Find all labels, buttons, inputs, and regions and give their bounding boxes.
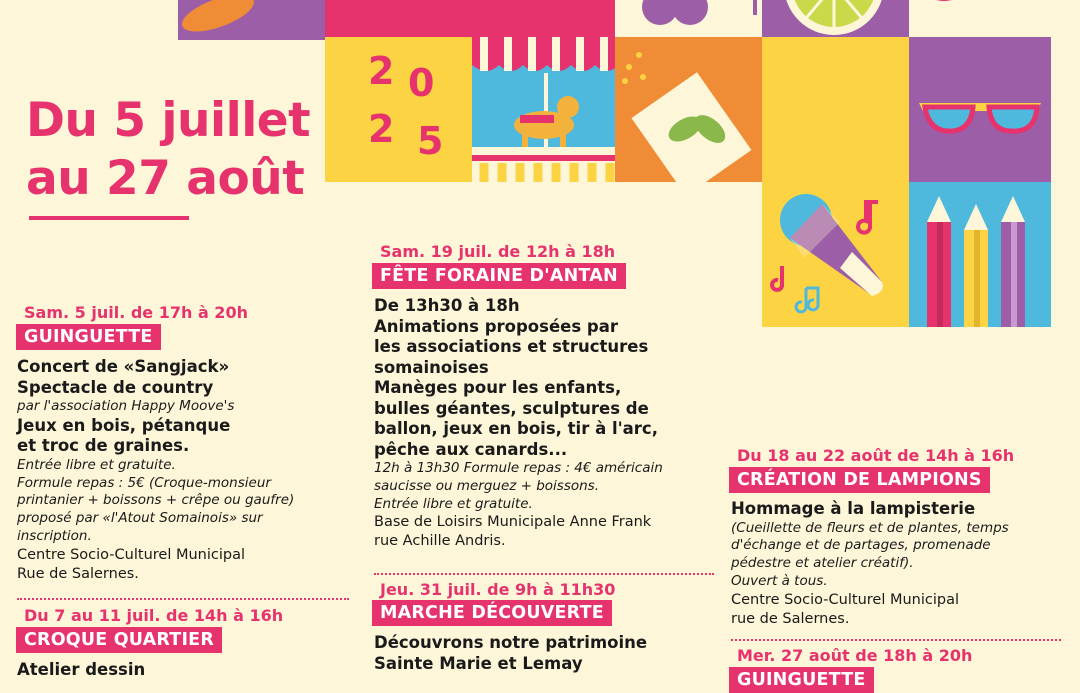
event-line: les associations et structures [374,337,649,356]
microphone-icon [762,182,909,327]
pencils-icon [909,182,1051,327]
tile-carousel [472,37,619,182]
event-date: Sam. 5 juil. de 17h à 20h [16,303,256,323]
event-line: Sainte Marie et Lemay [374,653,583,673]
tile-lemon-bg [762,37,909,182]
event-line: Concert de «Sangjack» [17,357,230,376]
event-date: Jeu. 31 juil. de 9h à 11h30 [372,580,623,600]
event-line: 12h à 13h30 Formule repas : 4€ américain [374,460,663,476]
event-line: rue de Salernes. [731,610,850,627]
year-digit: 2 [368,49,395,93]
year-digit: 5 [417,119,444,163]
event-line: par l'association Happy Moove's [17,398,235,414]
dotted-divider [17,598,349,600]
event-line: saucisse ou merguez + boissons. [374,477,600,494]
berries-icon [615,0,762,40]
sunglasses-icon [909,37,1051,182]
event-line: ballon, jeux en bois, tir à l'arc, [374,419,658,438]
event-line: rue Achille Andris. [374,533,506,550]
event-title: GUINGUETTE [16,324,161,350]
event-line: Manèges pour les enfants, [374,378,622,397]
event-line: Entrée libre et gratuite. [374,495,533,512]
event-date: Sam. 19 juil. de 12h à 18h [372,242,623,262]
event-title: CRÉATION DE LAMPIONS [729,467,990,493]
event-line: printanier + boissons + crêpe ou gaufre) [17,492,295,509]
event-title: CROQUE QUARTIER [16,627,222,653]
tile-candy [909,0,1080,40]
tile-year [325,37,472,182]
carousel-icon [472,37,619,182]
event-line: inscription. [17,527,92,544]
event-line: somainoises [374,357,489,377]
event-line: Entrée libre et gratuite. [17,456,176,473]
event-line: Animations proposées par [374,316,618,336]
event-title: MARCHE DÉCOUVERTE [372,600,612,626]
tile-pencils [909,182,1051,327]
leaf-icon [178,0,325,40]
tile-mic [762,182,909,327]
event-line: Spectacle de country [17,377,214,397]
event-description [374,296,714,551]
event-line: Découvrons notre patrimoine [374,633,648,652]
tile-seeds [615,37,762,182]
event-line: Base de Loisirs Municipale Anne Frank [374,514,652,531]
dotted-divider [731,639,1061,641]
event-line: Formule repas : 5€ (Croque-monsieur [17,474,271,491]
lemon-slice-icon [762,0,909,40]
event-line: Hommage à la lampisterie [731,499,976,518]
event-title: GUINGUETTE [729,667,874,693]
tile-glasses [909,37,1051,182]
headline-underline [29,216,189,220]
event-line: Centre Socio-Culturel Municipal [17,546,245,563]
event-date: Mer. 27 août de 18h à 20h [729,646,980,666]
event-line: Jeux en bois, pétanque [17,415,231,435]
year-digit: 0 [408,61,435,105]
dotted-divider [374,573,714,575]
event-line: Centre Socio-Culturel Municipal [731,591,959,608]
event-description [374,633,647,674]
event-line: et troc de graines. [17,436,190,456]
event-line: proposé par «l'Atout Somainois» sur [17,510,263,527]
event-line: d'échange et de partages, promenade [731,537,991,554]
year-digit: 2 [368,107,395,151]
event-description [17,660,145,681]
candy-icon [909,0,1080,40]
headline-line2: au 27 août [26,151,305,206]
event-line: Ouvert à tous. [731,572,828,589]
tile-leaf [178,0,325,40]
seed-packet-icon [615,37,762,182]
tile-pink [325,0,615,40]
headline-line1: Du 5 juillet [26,93,311,148]
tile-berries [615,0,762,40]
event-line: Rue de Salernes. [17,565,139,582]
event-date: Du 7 au 11 juil. de 14h à 16h [16,606,291,626]
tile-lemon [762,0,909,40]
event-description [17,357,347,584]
event-line: Atelier dessin [17,660,146,679]
event-line: De 13h30 à 18h [374,296,520,315]
event-date: Du 18 au 22 août de 14h à 16h [729,446,1022,466]
event-line: (Cueillette de fleurs et de plantes, temps [731,519,1009,536]
event-description [731,499,1071,629]
event-title: FÊTE FORAINE D'ANTAN [372,263,626,289]
event-line: pêche aux canards... [374,439,568,459]
event-line: bulles géantes, sculptures de [374,398,649,418]
event-line: pédestre et atelier créatif). [731,555,914,572]
